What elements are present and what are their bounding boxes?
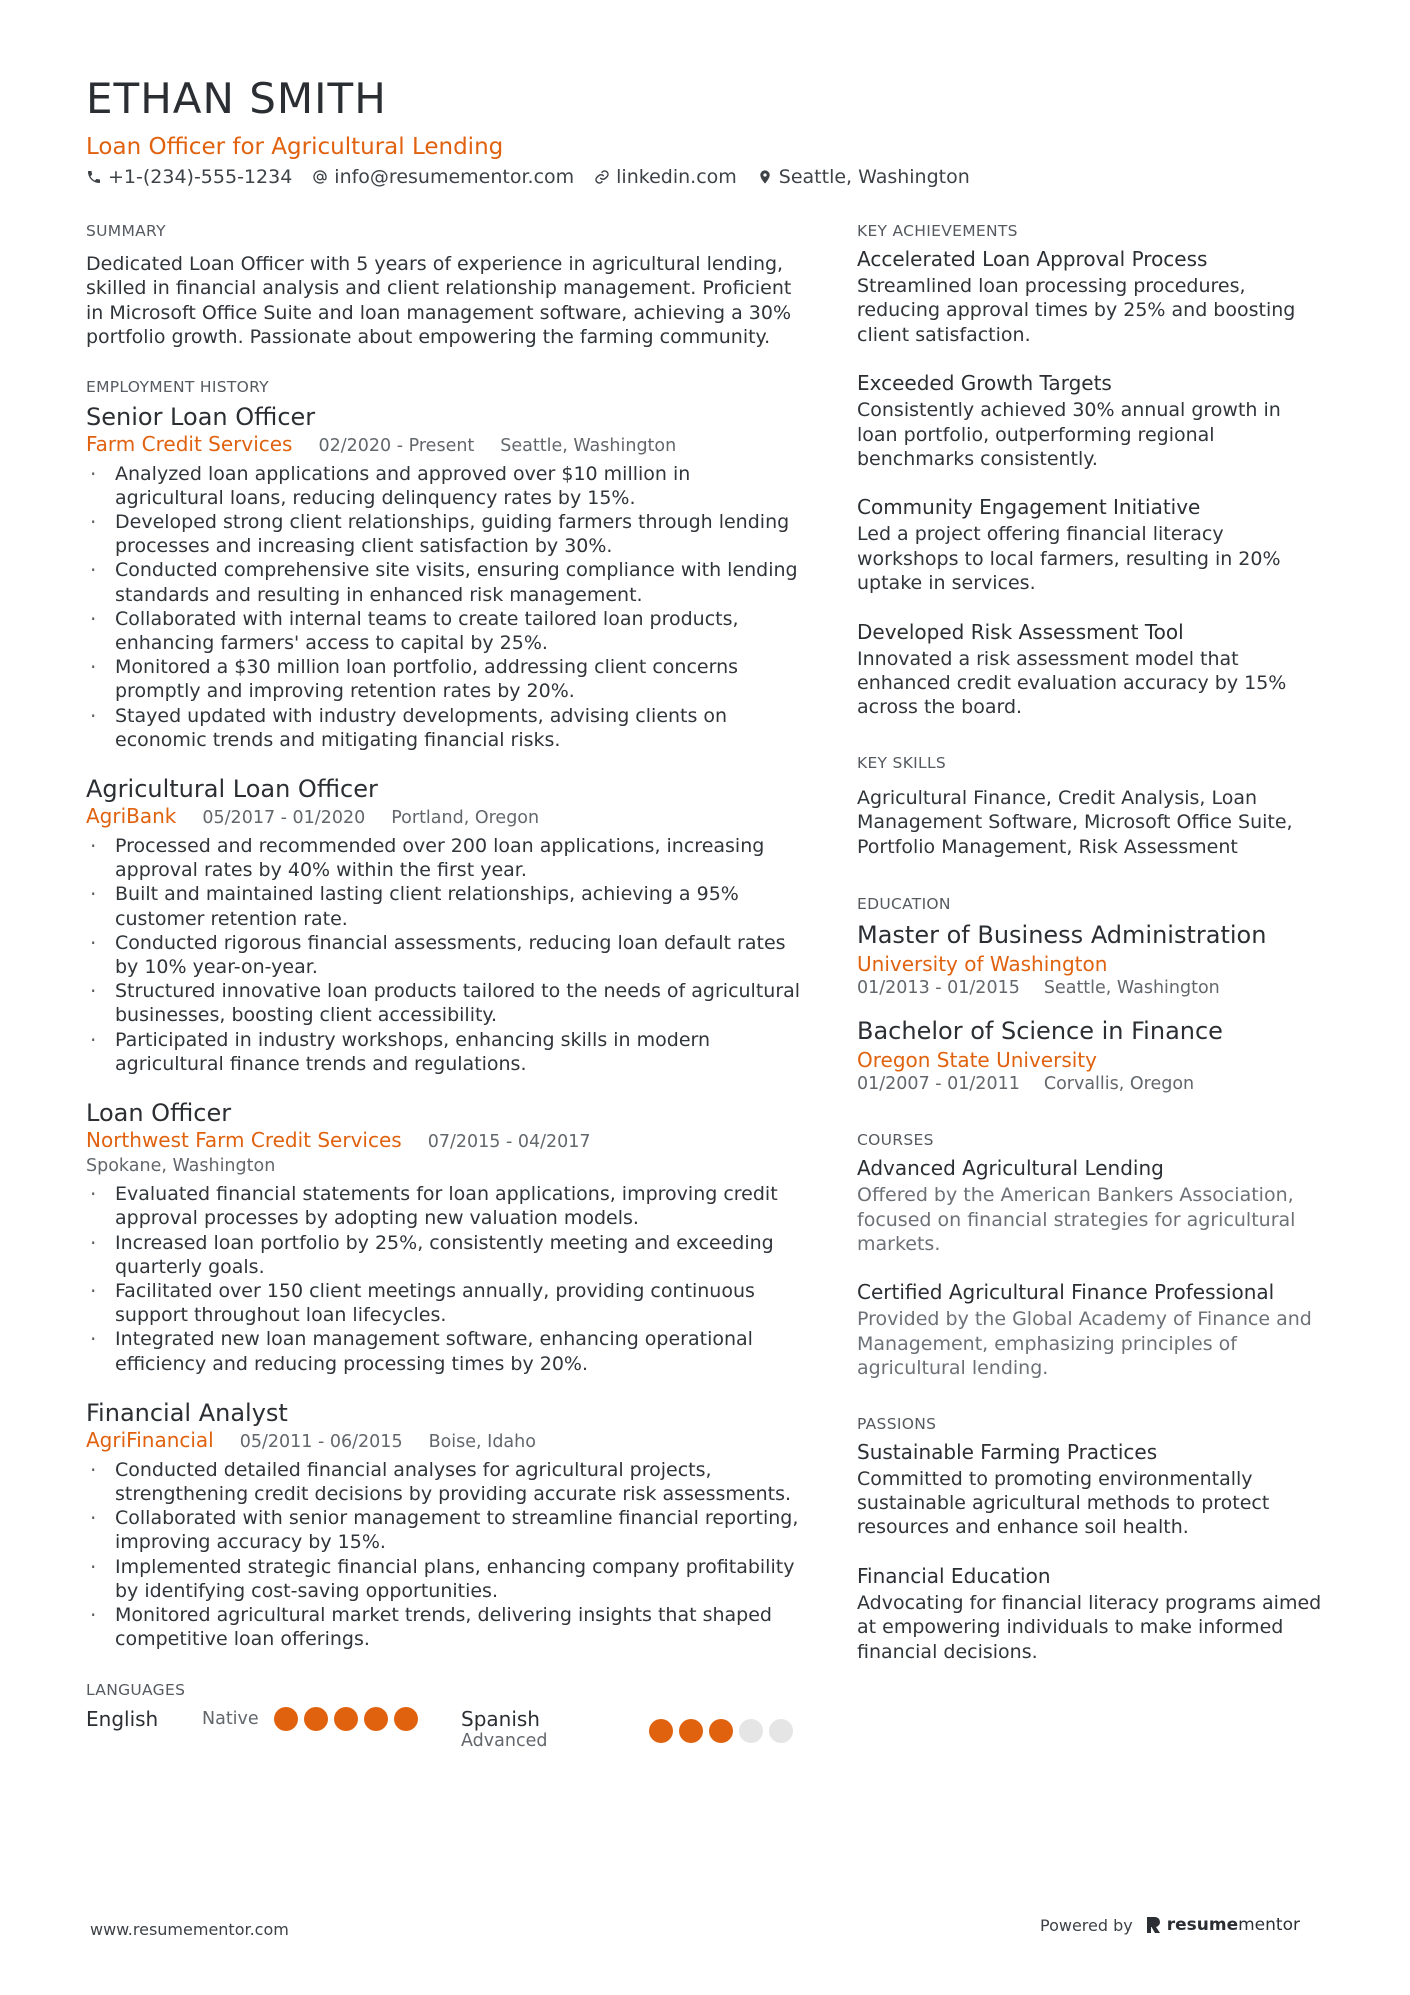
job-bullet: · Collaborated with senior management to streamline financial reporting, improving accuracy by 15%. xyxy=(86,1506,801,1554)
left-column xyxy=(86,222,801,1751)
rating-dot-empty xyxy=(739,1719,763,1743)
job-company: AgriFinancial xyxy=(86,1427,214,1452)
job-bullets xyxy=(86,462,801,752)
candidate-name: ETHAN SMITH xyxy=(86,74,387,123)
achievement-title: Exceeded Growth Targets xyxy=(857,371,1112,396)
job-location: Portland, Oregon xyxy=(391,808,540,829)
job-company: Farm Credit Services xyxy=(86,431,293,456)
education-degree: Bachelor of Science in Finance xyxy=(857,1017,1223,1046)
passions-section xyxy=(857,1415,1327,1664)
passion-text: Advocating for financial literacy programs aimed at empowering individuals to make informed financial decisions. xyxy=(857,1591,1322,1663)
rating-dot-filled xyxy=(394,1707,418,1731)
job-location: Seattle, Washington xyxy=(500,435,677,456)
footer-website[interactable]: www.resumementor.com xyxy=(90,1920,289,1939)
job-bullets xyxy=(86,1182,801,1376)
job-bullet: · Structured innovative loan products tailored to the needs of agricultural businesses, boosting client accessibility. xyxy=(86,979,801,1027)
contact-email[interactable] xyxy=(312,166,574,188)
education-section xyxy=(857,895,1327,1095)
course-title: Certified Agricultural Finance Professional xyxy=(857,1280,1275,1305)
job-meta xyxy=(86,1428,801,1454)
language-level: Native xyxy=(202,1709,259,1730)
education-location: Corvallis, Oregon xyxy=(1043,1074,1195,1095)
linkedin-text: linkedin.com xyxy=(616,166,737,188)
job-entry xyxy=(86,1098,801,1376)
rating-dot-filled xyxy=(709,1719,733,1743)
passions-heading: PASSIONS xyxy=(857,1414,937,1433)
job-bullets xyxy=(86,834,801,1076)
footer-branding xyxy=(1040,1915,1300,1935)
job-dates: 05/2011 - 06/2015 xyxy=(239,1431,403,1452)
job-company: AgriBank xyxy=(86,804,177,829)
education-school: University of Washington xyxy=(857,952,1108,977)
job-bullet: · Implemented strategic financial plans, enhancing company profitability by identifying cost-saving opportunities. xyxy=(86,1555,801,1603)
passion-item xyxy=(857,1561,1327,1664)
powered-by-label: Powered by xyxy=(1040,1915,1133,1935)
job-meta xyxy=(86,432,801,458)
courses-heading: COURSES xyxy=(857,1131,934,1150)
job-bullet: · Monitored agricultural market trends, delivering insights that shaped competitive loan offerings. xyxy=(86,1603,801,1651)
job-bullet: · Facilitated over 150 client meetings annually, providing continuous support throughout loan lifecycles. xyxy=(86,1279,801,1327)
course-title: Advanced Agricultural Lending xyxy=(857,1156,1164,1181)
language-item xyxy=(461,1707,801,1751)
course-item xyxy=(857,1153,1327,1256)
education-degree: Master of Business Administration xyxy=(857,921,1267,950)
job-location: Boise, Idaho xyxy=(428,1431,536,1452)
achievement-title: Community Engagement Initiative xyxy=(857,495,1201,520)
job-meta xyxy=(86,1128,801,1154)
email-text: info@resumementor.com xyxy=(334,166,575,188)
job-location: Spokane, Washington xyxy=(86,1156,276,1177)
job-company: Northwest Farm Credit Services xyxy=(86,1128,402,1153)
job-entry xyxy=(86,1398,801,1652)
achievement-text: Innovated a risk assessment model that enhanced credit evaluation accuracy by 15% across the board. xyxy=(857,647,1287,719)
job-meta xyxy=(86,804,801,830)
job-entry xyxy=(86,774,801,1076)
languages-section xyxy=(86,1681,801,1751)
course-text: Provided by the Global Academy of Finance and Management, emphasizing principles of agricultural lending. xyxy=(857,1308,1312,1380)
job-bullet: · Collaborated with internal teams to create tailored loan products, enhancing farmers' access to capital by 25%. xyxy=(86,607,801,655)
rating-dot-filled xyxy=(334,1707,358,1731)
resumementor-logo-icon xyxy=(1145,1916,1161,1934)
achievement-text: Streamlined loan processing procedures, reducing approval times by 25% and boosting client satisfaction. xyxy=(857,275,1296,346)
at-icon xyxy=(312,169,328,185)
job-bullet: · Stayed updated with industry developments, advising clients on economic trends and mitigating financial risks. xyxy=(86,704,801,752)
job-bullets xyxy=(86,1458,801,1652)
job-dates: 05/2017 - 01/2020 xyxy=(202,808,366,829)
course-item xyxy=(857,1277,1327,1380)
achievement-item xyxy=(857,244,1327,347)
contact-linkedin[interactable] xyxy=(594,166,737,188)
job-bullet: · Analyzed loan applications and approved over $10 million in agricultural loans, reducing delinquency rates by 15%. xyxy=(86,462,801,510)
job-title: Financial Analyst xyxy=(86,1398,288,1427)
languages-row xyxy=(86,1707,801,1751)
language-level: Advanced xyxy=(461,1731,548,1752)
summary-text: Dedicated Loan Officer with 5 years of experience in agricultural lending, skilled in financial analysis and client relationship management. Proficient in Microsoft Office Suite and loan management software, achieving a 30% portfolio growth. Passionate about empowering the farming community. xyxy=(86,253,792,349)
achievement-text: Consistently achieved 30% annual growth in loan portfolio, outperforming regional benchmarks consistently. xyxy=(857,399,1281,471)
education-item xyxy=(857,1015,1327,1095)
courses-section xyxy=(857,1131,1327,1380)
language-name: Spanish xyxy=(461,1707,540,1732)
location-text: Seattle, Washington xyxy=(778,166,970,188)
education-location: Seattle, Washington xyxy=(1043,978,1220,999)
language-name: English xyxy=(86,1707,159,1732)
phone-icon xyxy=(86,169,102,185)
contact-phone[interactable] xyxy=(86,166,292,188)
achievement-title: Accelerated Loan Approval Process xyxy=(857,247,1208,271)
job-bullet: · Monitored a $30 million loan portfolio, addressing client concerns promptly and improving retention rates by 20%. xyxy=(86,655,801,703)
language-item xyxy=(86,1707,461,1731)
contact-bar xyxy=(86,166,970,188)
skills-heading: KEY SKILLS xyxy=(857,753,947,772)
passion-item xyxy=(857,1437,1327,1540)
education-heading: EDUCATION xyxy=(857,895,951,914)
achievement-title: Developed Risk Assessment Tool xyxy=(857,619,1184,644)
passion-text: Committed to promoting environmentally sustainable agricultural methods to protect resources and enhance soil health. xyxy=(857,1467,1270,1539)
right-column xyxy=(857,222,1327,1685)
job-title: Loan Officer xyxy=(86,1099,232,1128)
achievement-text: Led a project offering financial literacy workshops to local farmers, resulting in 20% uptake in services. xyxy=(857,523,1281,595)
education-dates: 01/2013 - 01/2015 xyxy=(857,978,1020,999)
rating-dot-filled xyxy=(304,1707,328,1731)
job-bullet: · Conducted comprehensive site visits, ensuring compliance with lending standards and resulting in enhanced risk management. xyxy=(86,558,801,606)
education-meta xyxy=(857,977,1327,999)
skills-section xyxy=(857,754,1327,859)
job-bullet: · Integrated new loan management software, enhancing operational efficiency and reducing processing times by 20%. xyxy=(86,1327,801,1375)
job-dates: 07/2015 - 04/2017 xyxy=(427,1132,591,1153)
achievements-heading: KEY ACHIEVEMENTS xyxy=(857,222,1018,240)
achievement-item xyxy=(857,492,1327,595)
achievements-section xyxy=(857,222,1327,720)
rating-dot-filled xyxy=(274,1707,298,1731)
contact-location xyxy=(757,166,970,188)
passion-title: Sustainable Farming Practices xyxy=(857,1439,1158,1464)
rating-dot-filled xyxy=(679,1719,703,1743)
course-text: Offered by the American Bankers Association, focused on financial strategies for agricultural markets. xyxy=(857,1184,1296,1255)
employment-heading: EMPLOYMENT HISTORY xyxy=(86,377,269,396)
job-entry xyxy=(86,402,801,752)
employment-section xyxy=(86,378,801,1652)
candidate-title: Loan Officer for Agricultural Lending xyxy=(86,134,504,160)
link-icon xyxy=(594,169,610,185)
job-dates: 02/2020 - Present xyxy=(318,435,475,456)
education-dates: 01/2007 - 01/2011 xyxy=(857,1074,1020,1095)
language-rating xyxy=(649,1719,793,1743)
job-title: Senior Loan Officer xyxy=(86,402,316,431)
job-bullet: · Participated in industry workshops, enhancing skills in modern agricultural finance trends and regulations. xyxy=(86,1028,801,1076)
education-school: Oregon State University xyxy=(857,1048,1097,1073)
brand-rest: mentor xyxy=(1238,1915,1300,1935)
job-bullet: · Built and maintained lasting client relationships, achieving a 95% customer retention rate. xyxy=(86,882,801,930)
languages-heading: LANGUAGES xyxy=(86,1681,186,1700)
job-bullet: · Conducted rigorous financial assessments, reducing loan default rates by 10% year-on-year. xyxy=(86,931,801,979)
summary-heading: SUMMARY xyxy=(86,222,166,240)
rating-dot-empty xyxy=(769,1719,793,1743)
job-bullet: · Evaluated financial statements for loan applications, improving credit approval processes by adopting new valuation models. xyxy=(86,1182,801,1230)
education-meta xyxy=(857,1073,1327,1095)
summary-section xyxy=(86,222,801,350)
job-title: Agricultural Loan Officer xyxy=(86,775,378,804)
achievement-item xyxy=(857,368,1327,471)
brand-logo[interactable] xyxy=(1145,1915,1300,1935)
job-bullet: · Conducted detailed financial analyses for agricultural projects, strengthening credit decisions by providing accurate risk assessments. xyxy=(86,1458,801,1506)
rating-dot-filled xyxy=(364,1707,388,1731)
education-item xyxy=(857,919,1327,999)
job-bullet: · Increased loan portfolio by 25%, consistently meeting and exceeding quarterly goals. xyxy=(86,1231,801,1279)
brand-bold: resume xyxy=(1166,1915,1239,1935)
job-bullet: · Developed strong client relationships, guiding farmers through lending processes and increasing client satisfaction by 30%. xyxy=(86,510,801,558)
location-pin-icon xyxy=(757,169,773,185)
phone-text: +1-(234)-555-1234 xyxy=(108,166,293,188)
achievement-item xyxy=(857,617,1327,720)
job-bullet: · Processed and recommended over 200 loan applications, increasing approval rates by 40% within the first year. xyxy=(86,834,801,882)
rating-dot-filled xyxy=(649,1719,673,1743)
passion-title: Financial Education xyxy=(857,1563,1051,1588)
skills-text: Agricultural Finance, Credit Analysis, Loan Management Software, Microsoft Office Suite, Portfolio Management, Risk Assessment xyxy=(857,786,1293,858)
language-rating xyxy=(274,1707,418,1731)
